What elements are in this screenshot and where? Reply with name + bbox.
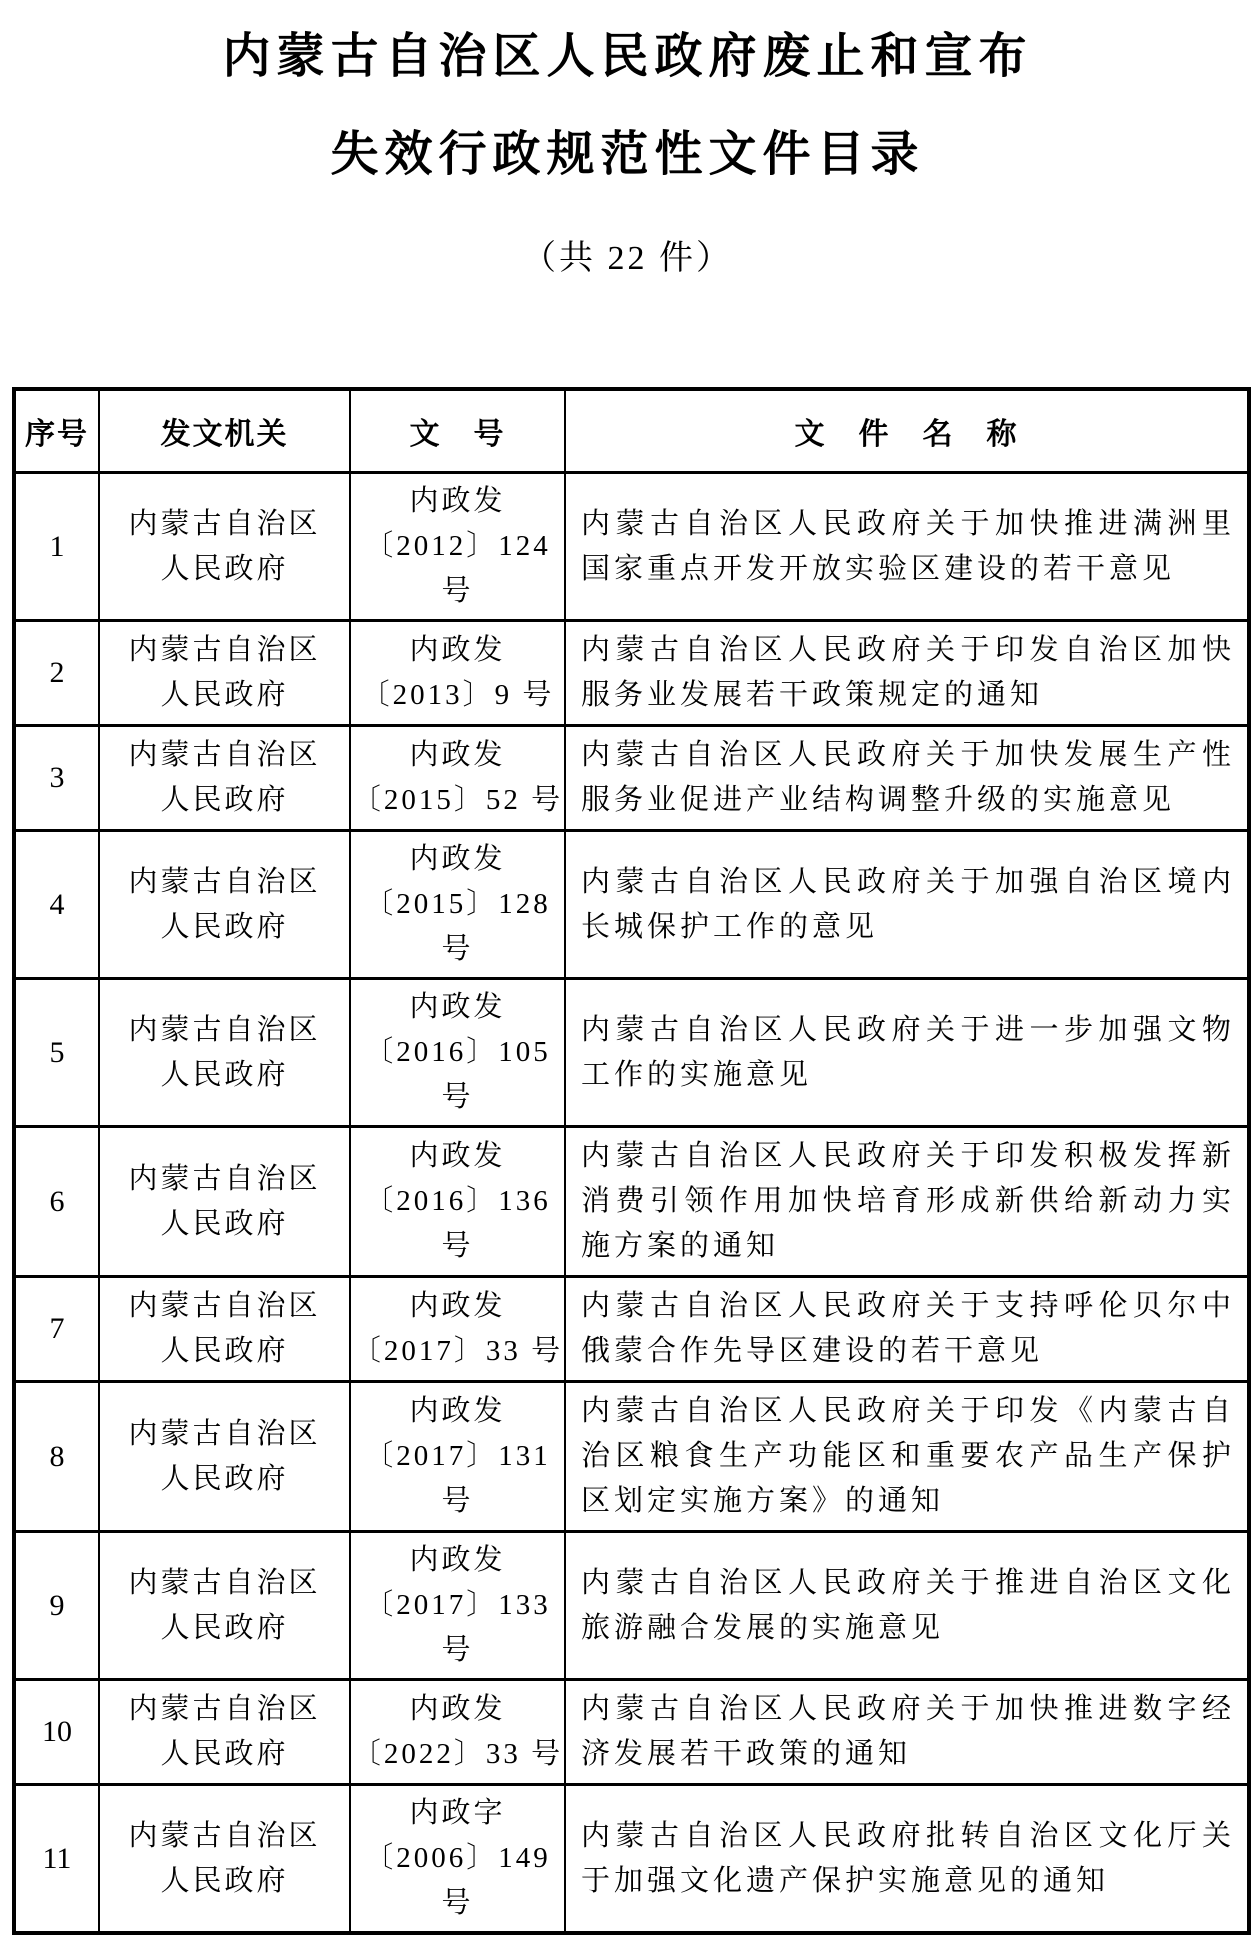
issuing-agency-line-2: 人民政府 [160,784,289,816]
table-row [14,1680,1249,1785]
document-number-line-1: 内政发 [409,991,506,1023]
document-number [350,473,565,621]
issuing-agency-line-2: 人民政府 [160,679,289,711]
document-number-line-2: 〔2016〕105 号 [364,1036,551,1113]
table-row [14,1785,1249,1934]
serial-number: 9 [14,1532,99,1680]
issuing-agency-line-2: 人民政府 [160,1864,289,1897]
issuing-agency [99,621,350,726]
document-name: 内蒙古自治区人民政府关于印发自治区加快服务业发展若干政策规定的通知 [565,621,1249,726]
document-number-line-2: 〔2013〕9 号 [360,679,555,711]
issuing-agency-line-1: 内蒙古自治区 [128,1013,321,1046]
serial-number: 4 [14,831,99,979]
issuing-agency [99,1532,350,1680]
issuing-agency-line-1: 内蒙古自治区 [128,1417,321,1450]
serial-number: 10 [14,1680,99,1785]
document-number [350,1680,565,1785]
column-header-serial-number: 序号 [14,389,99,473]
document-number-line-1: 内政发 [409,1544,506,1576]
issuing-agency [99,1680,350,1785]
issuing-agency [99,1382,350,1532]
issuing-agency [99,1127,350,1277]
issuing-agency-line-2: 人民政府 [160,910,289,943]
serial-number: 1 [14,473,99,621]
issuing-agency [99,979,350,1127]
repealed-documents-table [12,387,1251,1935]
document-number-line-2: 〔2015〕52 号 [351,784,564,816]
issuing-agency [99,831,350,979]
issuing-agency-line-2: 人民政府 [160,552,289,585]
document-number [350,1127,565,1277]
document-number-line-1: 内政发 [409,485,506,517]
document-number [350,621,565,726]
issuing-agency-line-2: 人民政府 [160,1738,289,1770]
serial-number: 8 [14,1382,99,1532]
document-number [350,726,565,831]
document-name: 内蒙古自治区人民政府关于印发积极发挥新消费引领作用加快培育形成新供给新动力实施方案的通知 [565,1127,1249,1277]
issuing-agency-line-1: 内蒙古自治区 [128,1693,321,1725]
document-number-line-2: 〔2012〕124 号 [364,530,551,607]
issuing-agency [99,1277,350,1382]
table-row [14,726,1249,831]
document-number-line-1: 内政发 [409,1395,506,1427]
document-number [350,1785,565,1934]
document-number-line-1: 内政发 [409,843,506,875]
serial-number: 11 [14,1785,99,1934]
table-row [14,831,1249,979]
document-name: 内蒙古自治区人民政府关于加快推进满洲里国家重点开发开放实验区建设的若干意见 [565,473,1249,621]
table-row [14,1532,1249,1680]
document-count-subtitle: （共 22 件） [522,240,733,277]
document-number [350,831,565,979]
column-header-document-number: 文 号 [350,389,565,473]
document-number-line-1: 内政发 [409,1290,506,1322]
issuing-agency-line-2: 人民政府 [160,1611,289,1644]
document-name: 内蒙古自治区人民政府关于推进自治区文化旅游融合发展的实施意见 [565,1532,1249,1680]
document-number [350,1277,565,1382]
column-header-issuing-agency: 发文机关 [99,389,350,473]
issuing-agency-line-1: 内蒙古自治区 [128,1566,321,1599]
document-number-line-1: 内政发 [409,634,506,666]
issuing-agency-line-1: 内蒙古自治区 [128,1290,321,1322]
table-row [14,1127,1249,1277]
document-number-line-2: 〔2017〕131 号 [364,1440,551,1517]
issuing-agency-line-1: 内蒙古自治区 [128,1162,321,1195]
serial-number: 7 [14,1277,99,1382]
issuing-agency-line-1: 内蒙古自治区 [128,507,321,540]
table-row [14,621,1249,726]
serial-number: 3 [14,726,99,831]
serial-number: 2 [14,621,99,726]
document-name: 内蒙古自治区人民政府关于加快推进数字经济发展若干政策的通知 [565,1680,1249,1785]
document-number-line-2: 〔2017〕33 号 [351,1335,564,1367]
issuing-agency [99,1785,350,1934]
issuing-agency-line-2: 人民政府 [160,1335,289,1367]
issuing-agency-line-2: 人民政府 [160,1462,289,1495]
issuing-agency-line-1: 内蒙古自治区 [128,865,321,898]
document-name: 内蒙古自治区人民政府关于进一步加强文物工作的实施意见 [565,979,1249,1127]
document-number-line-1: 内政发 [409,1140,506,1172]
document-name: 内蒙古自治区人民政府关于加强自治区境内长城保护工作的意见 [565,831,1249,979]
document-number [350,979,565,1127]
issuing-agency-line-1: 内蒙古自治区 [128,634,321,666]
document-name: 内蒙古自治区人民政府关于加快发展生产性服务业促进产业结构调整升级的实施意见 [565,726,1249,831]
document-number-line-1: 内政字 [409,1797,506,1829]
column-header-document-name: 文 件 名 称 [565,389,1249,473]
document-number-line-1: 内政发 [409,1693,506,1725]
document-number-line-2: 〔2016〕136 号 [364,1185,551,1262]
issuing-agency-line-2: 人民政府 [160,1207,289,1240]
document-number-line-2: 〔2006〕149 号 [364,1842,551,1919]
document-number [350,1532,565,1680]
issuing-agency-line-2: 人民政府 [160,1058,289,1091]
issuing-agency-line-1: 内蒙古自治区 [128,1819,321,1852]
table-row [14,1277,1249,1382]
document-number-line-2: 〔2022〕33 号 [351,1738,564,1770]
document-number-line-1: 内政发 [409,739,506,771]
serial-number: 5 [14,979,99,1127]
issuing-agency-line-1: 内蒙古自治区 [128,739,321,771]
document-name: 内蒙古自治区人民政府关于印发《内蒙古自治区粮食生产功能区和重要农产品生产保护区划定实施方案》的通知 [565,1382,1249,1532]
issuing-agency [99,473,350,621]
serial-number: 6 [14,1127,99,1277]
document-number-line-2: 〔2017〕133 号 [364,1589,551,1666]
document-title-line-2: 失效行政规范性文件目录 [330,128,925,181]
document-name: 内蒙古自治区人民政府关于支持呼伦贝尔中俄蒙合作先导区建设的若干意见 [565,1277,1249,1382]
table-row [14,1382,1249,1532]
document-name: 内蒙古自治区人民政府批转自治区文化厅关于加强文化遗产保护实施意见的通知 [565,1785,1249,1934]
table-row [14,979,1249,1127]
document-number-line-2: 〔2015〕128 号 [364,888,551,965]
document-title-line-1: 内蒙古自治区人民政府废止和宣布 [222,30,1033,83]
issuing-agency [99,726,350,831]
table-row [14,473,1249,621]
table-header-row [14,389,1249,473]
document-title-block [0,0,1255,279]
document-number [350,1382,565,1532]
